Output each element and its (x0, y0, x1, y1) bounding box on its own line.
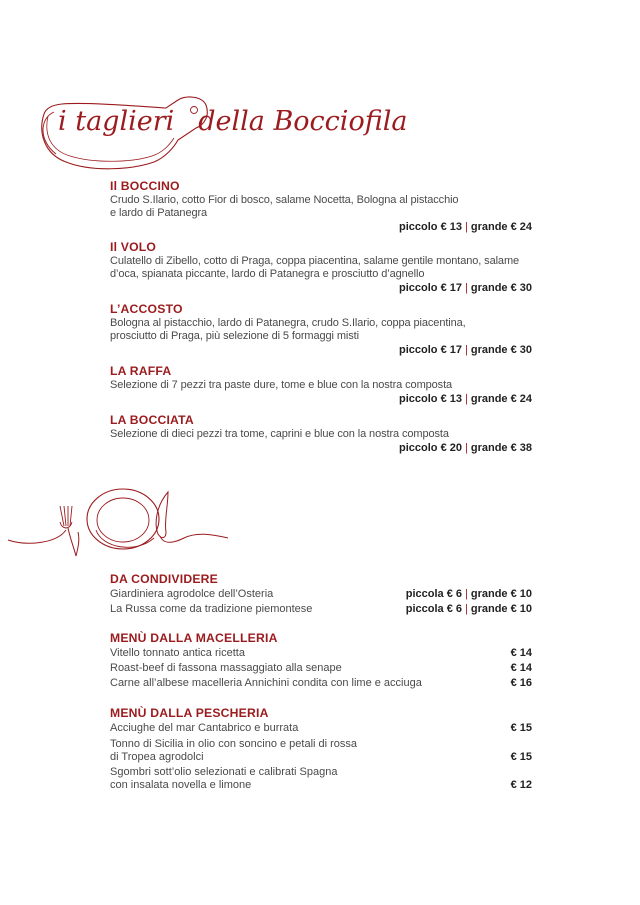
item-desc: Bologna al pistacchio, lardo di Patanegra, crudo S.Ilario, coppa piacentina, (110, 317, 466, 329)
price-large: grande € 24 (470, 393, 532, 405)
item-price: € 15 (510, 751, 532, 763)
section-pescheria (110, 706, 532, 792)
item-price (110, 441, 532, 456)
item-line: Tonno di Sicilia in olio con soncino e petali di rossa (110, 738, 358, 750)
price-large: grande € 38 (470, 442, 532, 454)
item-price (110, 220, 532, 235)
item-price: € 12 (510, 779, 532, 791)
section-title: MENÙ DALLA PESCHERIA (110, 706, 269, 720)
section-macelleria (110, 631, 532, 691)
price-separator: | (465, 221, 468, 233)
price-large: grande € 10 (470, 603, 532, 615)
price-small: piccolo € 20 (399, 442, 462, 454)
tagliere-item (110, 240, 532, 296)
item-name: La Russa come da tradizione piemontese (110, 603, 313, 615)
price-separator: | (465, 603, 468, 615)
price-small: piccola € 6 (405, 588, 462, 600)
tagliere-item (110, 179, 532, 235)
item-name (110, 722, 298, 735)
section-title: MENÙ DALLA MACELLERIA (110, 631, 278, 645)
section-condividere (110, 572, 532, 617)
price-separator: | (465, 588, 468, 600)
list-item (110, 602, 532, 617)
item-price (406, 587, 532, 602)
plate-cutlery-icon (6, 482, 231, 562)
price-separator: | (465, 393, 468, 405)
item-price (406, 602, 532, 617)
item-price: € 14 (510, 662, 532, 674)
item-price: € 16 (510, 677, 532, 689)
list-item (110, 676, 532, 691)
price-large: grande € 10 (470, 588, 532, 600)
price-separator: | (465, 282, 468, 294)
item-line: di Tropea agrodolci (110, 751, 204, 763)
item-name: Giardiniera agrodolce dell’Osteria (110, 588, 274, 600)
price-separator: | (465, 344, 468, 356)
item-name: Carne all’albese macelleria Annichini condita con lime e acciuga (110, 677, 422, 689)
price-large: grande € 24 (470, 221, 532, 233)
item-desc: Selezione di dieci pezzi tra tome, caprini e blue con la nostra composta (110, 428, 449, 440)
item-name: Roast-beef di fassona massaggiato alla senape (110, 662, 342, 674)
price-separator: | (465, 442, 468, 454)
price-large: grande € 30 (470, 344, 532, 356)
list-item (110, 766, 532, 792)
price-small: piccolo € 17 (399, 344, 462, 356)
item-price (110, 343, 532, 358)
list-item (110, 738, 532, 764)
price-small: piccola € 6 (405, 603, 462, 615)
title-part2: della Bocciofila (198, 106, 408, 137)
item-desc: e lardo di Patanegra (110, 207, 208, 219)
item-name: Il BOCCINO (110, 179, 180, 193)
list-item (110, 646, 532, 661)
item-line: Sgombri sott’olio selezionati e calibrati Spagna (110, 766, 338, 778)
item-name: LA RAFFA (110, 364, 172, 378)
price-large: grande € 30 (470, 282, 532, 294)
item-name: L’ACCOSTO (110, 302, 183, 316)
item-price: € 15 (510, 722, 532, 734)
page-title (58, 106, 407, 137)
list-item (110, 661, 532, 676)
item-price (110, 281, 532, 296)
title-part1: i taglieri (58, 106, 175, 137)
item-desc: prosciutto di Praga, più selezione di 5 formaggi misti (110, 330, 359, 342)
item-name: Vitello tonnato antica ricetta (110, 647, 245, 659)
item-price (110, 392, 532, 407)
tagliere-item (110, 302, 532, 358)
item-desc: Culatello di Zibello, cotto di Praga, coppa piacentina, salame gentile montano, salame (110, 255, 520, 267)
item-price: € 14 (510, 647, 532, 659)
item-name: LA BOCCIATA (110, 413, 194, 427)
price-small: piccolo € 13 (399, 393, 462, 405)
item-line: Acciughe del mar Cantabrico e burrata (110, 722, 299, 734)
price-small: piccolo € 13 (399, 221, 462, 233)
item-desc: d’oca, spianata piccante, lardo di Patanegra e prosciutto d’agnello (110, 268, 425, 280)
item-name (110, 738, 357, 764)
item-desc: Selezione di 7 pezzi tra paste dure, tome e blue con la nostra composta (110, 379, 453, 391)
list-item (110, 722, 532, 735)
section-title: DA CONDIVIDERE (110, 572, 218, 586)
price-small: piccolo € 17 (399, 282, 462, 294)
item-desc: Crudo S.Ilario, cotto Fior di bosco, salame Nocetta, Bologna al pistacchio (110, 194, 459, 206)
item-name: Il VOLO (110, 240, 157, 254)
item-name (110, 766, 337, 792)
tagliere-item (110, 364, 532, 407)
list-item (110, 587, 532, 602)
item-line: con insalata novella e limone (110, 779, 252, 791)
tagliere-item (110, 413, 532, 456)
